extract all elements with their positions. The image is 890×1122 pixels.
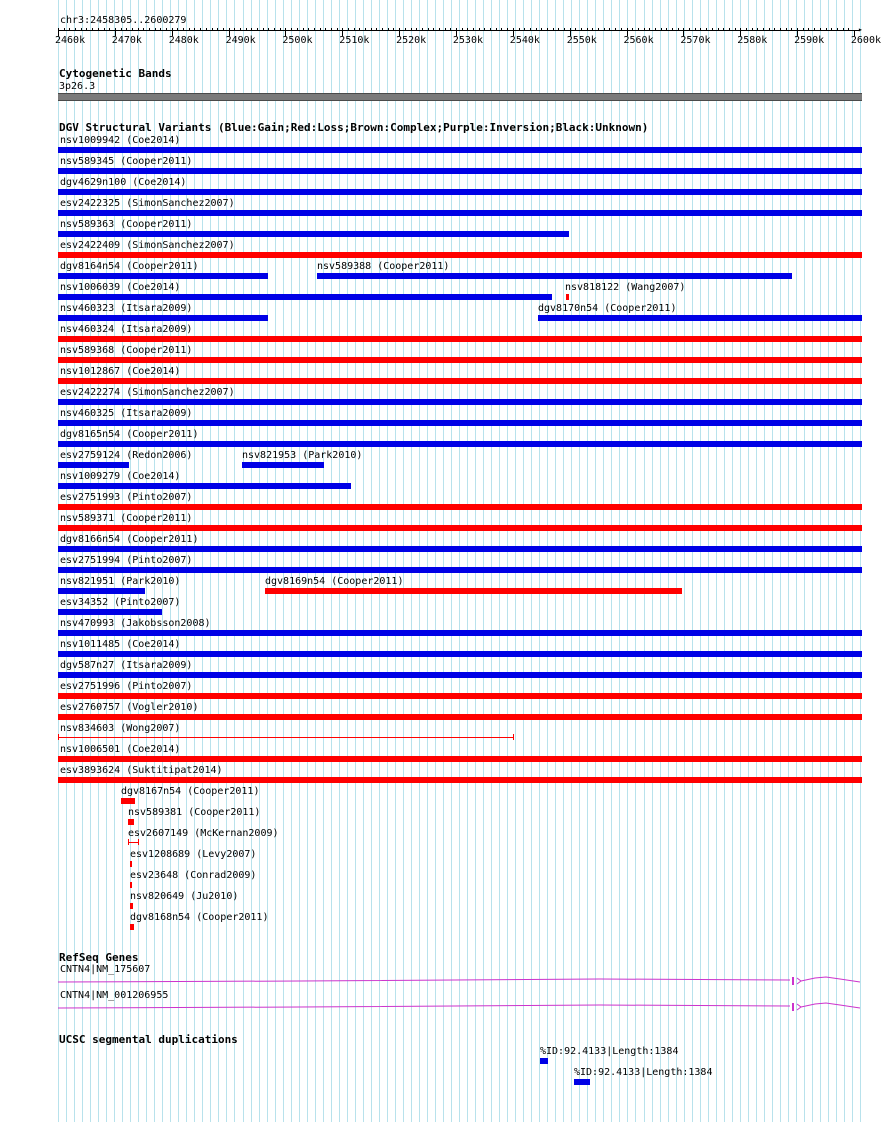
ruler-minor-tick — [536, 28, 537, 31]
ruler-minor-tick — [808, 28, 809, 31]
ruler-tick-label: 2510k — [339, 35, 370, 46]
variant-bar[interactable] — [58, 567, 862, 573]
ruler-minor-tick — [342, 28, 343, 31]
ruler-tick-label: 2550k — [566, 35, 597, 46]
variant-label: nsv589345 (Cooper2011) — [60, 156, 193, 167]
ruler-tick-label: 2570k — [680, 35, 711, 46]
ruler-minor-tick — [439, 28, 440, 31]
ruler-minor-tick — [490, 28, 491, 31]
ruler-minor-tick — [348, 28, 349, 31]
variant-bar[interactable] — [58, 168, 862, 174]
ruler-minor-tick — [831, 28, 832, 31]
ruler-minor-tick — [75, 28, 76, 31]
ruler-minor-tick — [86, 28, 87, 31]
ruler-minor-tick — [479, 28, 480, 31]
cytoband-bar[interactable] — [58, 93, 862, 101]
segdup-bar[interactable] — [574, 1079, 590, 1085]
ruler-tick-label: 2580k — [737, 35, 768, 46]
gene-label: CNTN4|NM_001206955 — [60, 990, 169, 1001]
variant-bar[interactable] — [58, 630, 862, 636]
ruler-minor-tick — [149, 28, 150, 31]
variant-label: nsv1006501 (Coe2014) — [60, 744, 181, 755]
ruler-minor-tick — [354, 28, 355, 31]
variant-label: nsv1006039 (Coe2014) — [60, 282, 181, 293]
ruler-minor-tick — [712, 28, 713, 31]
variant-label: nsv460325 (Itsara2009) — [60, 408, 193, 419]
ruler-minor-tick — [729, 28, 730, 31]
ruler-minor-tick — [251, 28, 252, 31]
ruler-minor-tick — [587, 28, 588, 31]
segdup-bar[interactable] — [540, 1058, 548, 1064]
variant-bar[interactable] — [58, 777, 862, 783]
variant-label: nsv1011485 (Coe2014) — [60, 639, 181, 650]
ruler-minor-tick — [735, 28, 736, 31]
variant-label: dgv8169n54 (Cooper2011) — [265, 576, 404, 587]
ruler-minor-tick — [592, 28, 593, 31]
ruler-minor-tick — [297, 28, 298, 31]
variant-bar[interactable] — [58, 693, 862, 699]
ruler-minor-tick — [217, 28, 218, 31]
ruler-minor-tick — [382, 28, 383, 31]
ruler-minor-tick — [575, 28, 576, 31]
ruler-minor-tick — [291, 28, 292, 31]
ruler-minor-tick — [786, 28, 787, 31]
ruler-tick-label: 2480k — [168, 35, 199, 46]
variant-label: nsv470993 (Jakobsson2008) — [60, 618, 211, 629]
ruler-minor-tick — [496, 28, 497, 31]
variant-bar[interactable] — [58, 189, 862, 195]
ruler-minor-tick — [467, 28, 468, 31]
variant-label: esv2422274 (SimonSanchez2007) — [60, 387, 235, 398]
ruler-minor-tick — [530, 28, 531, 31]
variant-label: nsv818122 (Wang2007) — [565, 282, 686, 293]
ruler-minor-tick — [649, 28, 650, 31]
variant-label: esv34352 (Pinto2007) — [60, 597, 181, 608]
ruler-minor-tick — [450, 28, 451, 31]
ruler-minor-tick — [64, 28, 65, 31]
ruler-tick-label: 2560k — [623, 35, 654, 46]
ruler-minor-tick — [848, 28, 849, 31]
ruler-tick-label: 2530k — [452, 35, 483, 46]
ruler-minor-tick — [325, 28, 326, 31]
variant-label: dgv8170n54 (Cooper2011) — [538, 303, 677, 314]
variant-label: esv2607149 (McKernan2009) — [128, 828, 279, 839]
variant-bar[interactable] — [58, 651, 862, 657]
gene-model[interactable] — [0, 996, 890, 1016]
ruler-minor-tick — [615, 28, 616, 31]
ruler-minor-tick — [399, 28, 400, 31]
ruler-tick-label: 2460k — [55, 35, 86, 46]
gene-strand-arrow — [797, 978, 801, 984]
ruler-minor-tick — [678, 28, 679, 31]
ruler-minor-tick — [433, 28, 434, 31]
ruler-minor-tick — [456, 28, 457, 31]
gene-strand-arrow — [797, 1004, 801, 1010]
ruler-minor-tick — [683, 28, 684, 31]
gene-label: CNTN4|NM_175607 — [60, 964, 151, 975]
variant-bar[interactable] — [58, 399, 862, 405]
variant-bar[interactable] — [58, 672, 862, 678]
ruler-minor-tick — [609, 28, 610, 31]
ruler-minor-tick — [558, 28, 559, 31]
variant-label: dgv8165n54 (Cooper2011) — [60, 429, 199, 440]
variant-bar[interactable] — [317, 273, 792, 279]
ruler-minor-tick — [160, 28, 161, 31]
ruler-minor-tick — [314, 28, 315, 31]
variant-bar[interactable] — [58, 737, 513, 738]
ruler-minor-tick — [769, 28, 770, 31]
ruler-minor-tick — [501, 28, 502, 31]
variant-bar-cap — [128, 839, 129, 845]
variant-bar[interactable] — [265, 588, 682, 594]
variant-label: esv23648 (Conrad2009) — [130, 870, 257, 881]
ruler-minor-tick — [570, 28, 571, 31]
ruler-minor-tick — [240, 28, 241, 31]
variant-bar[interactable] — [58, 378, 862, 384]
variant-label: esv1208689 (Levy2007) — [130, 849, 257, 860]
segdup-track-title: UCSC segmental duplications — [59, 1033, 238, 1046]
variant-label: esv2759124 (Redon2006) — [60, 450, 193, 461]
variant-bar[interactable] — [130, 924, 134, 930]
ruler-minor-tick — [661, 28, 662, 31]
ruler-minor-tick — [462, 28, 463, 31]
gene-intron-line — [801, 1003, 860, 1008]
ruler-minor-tick — [445, 28, 446, 31]
ruler-minor-tick — [320, 28, 321, 31]
variant-bar[interactable] — [58, 441, 862, 447]
ruler-minor-tick — [155, 28, 156, 31]
variant-label: esv2422325 (SimonSanchez2007) — [60, 198, 235, 209]
ruler-minor-tick — [718, 28, 719, 31]
variant-label: dgv8167n54 (Cooper2011) — [121, 786, 260, 797]
ruler-minor-tick — [285, 28, 286, 31]
ruler-minor-tick — [627, 28, 628, 31]
ruler-minor-tick — [428, 28, 429, 31]
variant-bar[interactable] — [130, 903, 133, 909]
variant-bar[interactable] — [130, 882, 132, 888]
variant-label: dgv8166n54 (Cooper2011) — [60, 534, 199, 545]
variant-label: nsv820649 (Ju2010) — [130, 891, 239, 902]
ruler-minor-tick — [172, 28, 173, 31]
ruler-minor-tick — [513, 28, 514, 31]
ruler-minor-tick — [58, 28, 59, 31]
dgv-track-title: DGV Structural Variants (Blue:Gain;Red:Loss;Brown:Complex;Purple:Inversion;Black:Unknown) — [59, 121, 649, 134]
ruler-minor-tick — [189, 28, 190, 31]
ruler-minor-tick — [706, 28, 707, 31]
ruler-minor-tick — [422, 28, 423, 31]
ruler-minor-tick — [774, 28, 775, 31]
ruler-minor-tick — [644, 28, 645, 31]
ruler-tick-label: 2600k — [850, 35, 881, 46]
ruler-arrow-icon: ▸ — [858, 25, 863, 34]
ruler-minor-tick — [763, 28, 764, 31]
variant-bar[interactable] — [58, 462, 129, 468]
ruler-minor-tick — [98, 28, 99, 31]
ruler-minor-tick — [138, 28, 139, 31]
ruler-minor-tick — [388, 28, 389, 31]
refseq-track-title: RefSeq Genes — [59, 951, 139, 964]
ruler-minor-tick — [700, 28, 701, 31]
variant-bar[interactable] — [58, 609, 162, 615]
variant-label: dgv587n27 (Itsara2009) — [60, 660, 193, 671]
ruler-minor-tick — [303, 28, 304, 31]
ruler-minor-tick — [376, 28, 377, 31]
ruler-minor-tick — [166, 28, 167, 31]
variant-label: nsv1009279 (Coe2014) — [60, 471, 181, 482]
ruler-minor-tick — [206, 28, 207, 31]
ruler-minor-tick — [132, 28, 133, 31]
ruler-minor-tick — [411, 28, 412, 31]
ruler-minor-tick — [263, 28, 264, 31]
ruler-minor-tick — [229, 28, 230, 31]
ruler-tick-label: 2470k — [111, 35, 142, 46]
variant-label: esv2760757 (Vogler2010) — [60, 702, 199, 713]
variant-label: nsv821951 (Park2010) — [60, 576, 181, 587]
variant-label: nsv589381 (Cooper2011) — [128, 807, 261, 818]
ruler-minor-tick — [194, 28, 195, 31]
variant-bar[interactable] — [566, 294, 569, 300]
variant-label: esv2751993 (Pinto2007) — [60, 492, 193, 503]
variant-label: nsv834603 (Wong2007) — [60, 723, 181, 734]
ruler-minor-tick — [359, 28, 360, 31]
ruler-minor-tick — [371, 28, 372, 31]
ruler-minor-tick — [473, 28, 474, 31]
ruler-minor-tick — [109, 28, 110, 31]
ruler-minor-tick — [752, 28, 753, 31]
variant-bar-cap — [58, 734, 59, 740]
ruler-minor-tick — [274, 28, 275, 31]
variant-label: dgv4629n100 (Coe2014) — [60, 177, 187, 188]
variant-bar[interactable] — [538, 315, 862, 321]
ruler-minor-tick — [598, 28, 599, 31]
variant-bar[interactable] — [58, 756, 862, 762]
ruler-minor-tick — [143, 28, 144, 31]
ruler-minor-tick — [524, 28, 525, 31]
gene-intron-line — [58, 1005, 790, 1008]
ruler-minor-tick — [564, 28, 565, 31]
ruler-minor-tick — [820, 28, 821, 31]
ruler-minor-tick — [308, 28, 309, 31]
ruler-minor-tick — [234, 28, 235, 31]
ruler-minor-tick — [666, 28, 667, 31]
ruler-minor-tick — [212, 28, 213, 31]
variant-bar[interactable] — [58, 231, 569, 237]
ruler-minor-tick — [843, 28, 844, 31]
ruler-minor-tick — [553, 28, 554, 31]
ruler-minor-tick — [115, 28, 116, 31]
variant-label: dgv8164n54 (Cooper2011) — [60, 261, 199, 272]
ruler-minor-tick — [581, 28, 582, 31]
variant-bar[interactable] — [58, 273, 268, 279]
ruler-minor-tick — [257, 28, 258, 31]
variant-bar[interactable] — [58, 336, 862, 342]
ruler-minor-tick — [797, 28, 798, 31]
ruler-minor-tick — [393, 28, 394, 31]
variant-label: nsv589388 (Cooper2011) — [317, 261, 450, 272]
variant-bar[interactable] — [121, 798, 135, 804]
ruler-tick-label: 2590k — [794, 35, 825, 46]
locus-label: chr3:2458305..2600279 — [60, 15, 187, 26]
gene-intron-line — [58, 979, 790, 982]
variant-label: nsv589368 (Cooper2011) — [60, 345, 193, 356]
variant-label: esv2422409 (SimonSanchez2007) — [60, 240, 235, 251]
ruler-minor-tick — [331, 28, 332, 31]
variant-bar-cap — [138, 839, 139, 845]
ruler-minor-tick — [81, 28, 82, 31]
gene-intron-line — [801, 977, 860, 982]
ruler-minor-tick — [177, 28, 178, 31]
ruler-minor-tick — [405, 28, 406, 31]
variant-bar[interactable] — [58, 525, 862, 531]
variant-bar[interactable] — [58, 714, 862, 720]
ruler-minor-tick — [280, 28, 281, 31]
ruler-minor-tick — [814, 28, 815, 31]
ruler-minor-tick — [337, 28, 338, 31]
variant-bar[interactable] — [242, 462, 324, 468]
ruler-minor-tick — [757, 28, 758, 31]
ruler-minor-tick — [416, 28, 417, 31]
gene-model[interactable] — [0, 970, 890, 990]
ruler-minor-tick — [484, 28, 485, 31]
ruler-minor-tick — [121, 28, 122, 31]
ruler-tick-label: 2540k — [509, 35, 540, 46]
ruler-minor-tick — [365, 28, 366, 31]
ruler-minor-tick — [246, 28, 247, 31]
ruler-tick-label: 2500k — [282, 35, 313, 46]
variant-bar[interactable] — [58, 588, 145, 594]
ruler-minor-tick — [604, 28, 605, 31]
ruler-minor-tick — [672, 28, 673, 31]
cytoband-track-title: Cytogenetic Bands — [59, 67, 172, 80]
ruler-minor-tick — [200, 28, 201, 31]
variant-label: dgv8168n54 (Cooper2011) — [130, 912, 269, 923]
ruler-minor-tick — [803, 28, 804, 31]
ruler-tick-label: 2490k — [225, 35, 256, 46]
variant-bar[interactable] — [58, 210, 862, 216]
ruler-minor-tick — [826, 28, 827, 31]
ruler-minor-tick — [740, 28, 741, 31]
ruler-minor-tick — [541, 28, 542, 31]
variant-bar[interactable] — [130, 861, 132, 867]
cytoband-label: 3p26.3 — [59, 81, 96, 92]
ruler-minor-tick — [268, 28, 269, 31]
variant-bar[interactable] — [128, 842, 138, 843]
variant-bar[interactable] — [58, 294, 552, 300]
variant-bar[interactable] — [58, 483, 351, 489]
variant-bar[interactable] — [58, 252, 862, 258]
ruler-minor-tick — [126, 28, 127, 31]
ruler-minor-tick — [689, 28, 690, 31]
variant-label: esv2751996 (Pinto2007) — [60, 681, 193, 692]
ruler-minor-tick — [183, 28, 184, 31]
variant-bar[interactable] — [58, 315, 268, 321]
ruler-minor-tick — [223, 28, 224, 31]
variant-label: nsv589363 (Cooper2011) — [60, 219, 193, 230]
variant-label: esv3893624 (Suktitipat2014) — [60, 765, 223, 776]
ruler-minor-tick — [723, 28, 724, 31]
ruler-tick-label: 2520k — [396, 35, 427, 46]
segdup-label: %ID:92.4133|Length:1384 — [574, 1067, 713, 1078]
ruler-minor-tick — [92, 28, 93, 31]
ruler-minor-tick — [638, 28, 639, 31]
ruler-minor-tick — [746, 28, 747, 31]
ruler-minor-tick — [104, 28, 105, 31]
ruler-minor-tick — [780, 28, 781, 31]
variant-label: nsv460324 (Itsara2009) — [60, 324, 193, 335]
variant-bar[interactable] — [128, 819, 134, 825]
variant-label: nsv1009942 (Coe2014) — [60, 135, 181, 146]
variant-label: nsv460323 (Itsara2009) — [60, 303, 193, 314]
ruler-minor-tick — [632, 28, 633, 31]
variant-label: esv2751994 (Pinto2007) — [60, 555, 193, 566]
variant-bar[interactable] — [58, 420, 862, 426]
ruler-minor-tick — [69, 28, 70, 31]
ruler-minor-tick — [507, 28, 508, 31]
variant-label: nsv821953 (Park2010) — [242, 450, 363, 461]
ruler-minor-tick — [621, 28, 622, 31]
variant-bar[interactable] — [58, 546, 862, 552]
variant-bar[interactable] — [58, 147, 862, 153]
segdup-label: %ID:92.4133|Length:1384 — [540, 1046, 679, 1057]
variant-bar-cap — [513, 734, 514, 740]
ruler-minor-tick — [519, 28, 520, 31]
ruler-minor-tick — [695, 28, 696, 31]
variant-label: nsv589371 (Cooper2011) — [60, 513, 193, 524]
variant-bar[interactable] — [58, 357, 862, 363]
ruler-minor-tick — [837, 28, 838, 31]
ruler-minor-tick — [655, 28, 656, 31]
ruler-minor-tick — [547, 28, 548, 31]
variant-bar[interactable] — [58, 504, 862, 510]
variant-label: nsv1012867 (Coe2014) — [60, 366, 181, 377]
ruler-minor-tick — [791, 28, 792, 31]
